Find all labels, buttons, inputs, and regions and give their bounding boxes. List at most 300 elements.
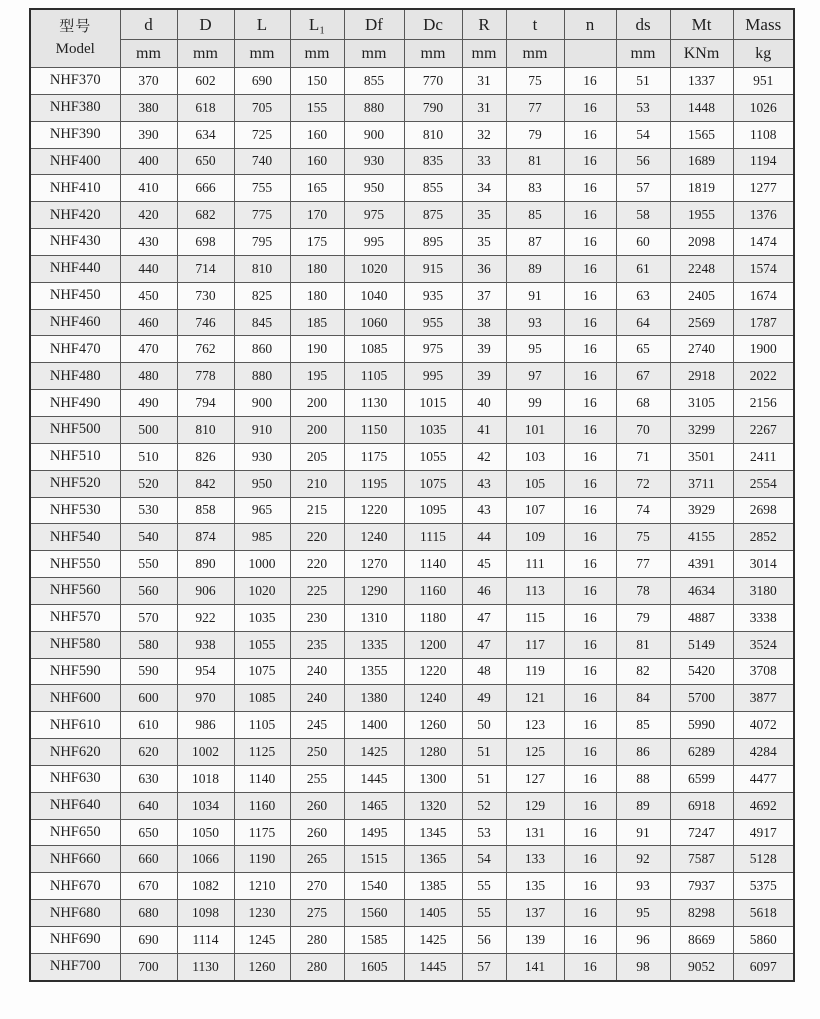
value-cell: 7587 [670,846,733,873]
value-cell: 9052 [670,953,733,980]
value-cell: 835 [404,148,462,175]
value-cell: 1055 [234,631,290,658]
model-cell: NHF620 [30,739,120,766]
model-cell: NHF590 [30,658,120,685]
value-cell: 855 [344,68,404,95]
value-cell: 129 [506,792,564,819]
value-cell: 470 [120,336,177,363]
value-cell: 1280 [404,739,462,766]
value-cell: 35 [462,229,506,256]
value-cell: 602 [177,68,234,95]
value-cell: 746 [177,309,234,336]
value-cell: 1337 [670,68,733,95]
value-cell: 938 [177,631,234,658]
value-cell: 86 [616,739,670,766]
value-cell: 260 [290,819,344,846]
value-cell: 77 [506,94,564,121]
value-cell: 6599 [670,765,733,792]
value-cell: 1020 [234,578,290,605]
value-cell: 16 [564,524,616,551]
value-cell: 4917 [733,819,794,846]
value-cell: 131 [506,819,564,846]
table-row [30,631,794,658]
value-cell: 4692 [733,792,794,819]
value-cell: 540 [120,524,177,551]
value-cell: 95 [506,336,564,363]
value-cell: 93 [506,309,564,336]
value-cell: 51 [462,739,506,766]
value-cell: 860 [234,336,290,363]
table-row [30,739,794,766]
value-cell: 1035 [404,416,462,443]
value-cell: 755 [234,175,290,202]
value-cell: 109 [506,524,564,551]
table-row [30,443,794,470]
value-cell: 610 [120,712,177,739]
value-cell: 190 [290,336,344,363]
value-cell: 826 [177,443,234,470]
value-cell: 16 [564,390,616,417]
model-cell: NHF520 [30,470,120,497]
value-cell: 220 [290,524,344,551]
value-cell: 1230 [234,900,290,927]
model-cell: NHF570 [30,604,120,631]
value-cell: 160 [290,121,344,148]
value-cell: 1210 [234,873,290,900]
value-cell: 915 [404,255,462,282]
value-cell: 5700 [670,685,733,712]
model-cell: NHF700 [30,953,120,980]
model-cell: NHF420 [30,202,120,229]
value-cell: 265 [290,846,344,873]
value-cell: 2411 [733,443,794,470]
value-cell: 16 [564,551,616,578]
table-row [30,792,794,819]
model-cell: NHF380 [30,94,120,121]
value-cell: 1220 [404,658,462,685]
value-cell: 3338 [733,604,794,631]
column-header-t: t [506,9,564,40]
value-cell: 60 [616,229,670,256]
value-cell: 930 [234,443,290,470]
model-header-chinese: 型号 [59,18,92,35]
value-cell: 1355 [344,658,404,685]
value-cell: 1130 [177,953,234,980]
spec-table [29,8,795,982]
value-cell: 762 [177,336,234,363]
value-cell: 650 [177,148,234,175]
value-cell: 1195 [344,470,404,497]
value-cell: 3180 [733,578,794,605]
value-cell: 93 [616,873,670,900]
value-cell: 33 [462,148,506,175]
column-unit-n [564,40,616,68]
value-cell: 63 [616,282,670,309]
column-unit-Mt: KNm [670,40,733,68]
value-cell: 1574 [733,255,794,282]
value-cell: 46 [462,578,506,605]
value-cell: 650 [120,819,177,846]
value-cell: 530 [120,497,177,524]
value-cell: 16 [564,497,616,524]
value-cell: 38 [462,309,506,336]
value-cell: 101 [506,416,564,443]
table-row [30,497,794,524]
value-cell: 275 [290,900,344,927]
value-cell: 16 [564,604,616,631]
value-cell: 630 [120,765,177,792]
value-cell: 1115 [404,524,462,551]
value-cell: 16 [564,175,616,202]
value-cell: 1060 [344,309,404,336]
value-cell: 170 [290,202,344,229]
value-cell: 725 [234,121,290,148]
value-cell: 32 [462,121,506,148]
value-cell: 1376 [733,202,794,229]
value-cell: 230 [290,604,344,631]
model-cell: NHF490 [30,390,120,417]
value-cell: 16 [564,202,616,229]
value-cell: 16 [564,416,616,443]
value-cell: 778 [177,363,234,390]
value-cell: 72 [616,470,670,497]
value-cell: 89 [616,792,670,819]
value-cell: 37 [462,282,506,309]
value-cell: 81 [506,148,564,175]
column-header-L1: L₁ [290,9,344,40]
value-cell: 2248 [670,255,733,282]
table-body [30,68,794,981]
model-cell: NHF600 [30,685,120,712]
model-cell: NHF530 [30,497,120,524]
value-cell: 5149 [670,631,733,658]
column-unit-ds: mm [616,40,670,68]
value-cell: 2569 [670,309,733,336]
value-cell: 580 [120,631,177,658]
value-cell: 16 [564,712,616,739]
value-cell: 560 [120,578,177,605]
table-row [30,121,794,148]
value-cell: 89 [506,255,564,282]
value-cell: 986 [177,712,234,739]
value-cell: 3501 [670,443,733,470]
value-cell: 1445 [344,765,404,792]
column-unit-D: mm [177,40,234,68]
value-cell: 3711 [670,470,733,497]
value-cell: 1066 [177,846,234,873]
value-cell: 1240 [404,685,462,712]
value-cell: 16 [564,658,616,685]
value-cell: 1050 [177,819,234,846]
value-cell: 55 [462,900,506,927]
value-cell: 45 [462,551,506,578]
value-cell: 740 [234,148,290,175]
table-header [30,9,794,68]
value-cell: 1140 [234,765,290,792]
table-row [30,94,794,121]
value-cell: 618 [177,94,234,121]
value-cell: 5618 [733,900,794,927]
table-row [30,712,794,739]
value-cell: 4155 [670,524,733,551]
value-cell: 1085 [344,336,404,363]
value-cell: 955 [404,309,462,336]
value-cell: 880 [234,363,290,390]
value-cell: 906 [177,578,234,605]
value-cell: 70 [616,416,670,443]
value-cell: 16 [564,819,616,846]
value-cell: 83 [506,175,564,202]
value-cell: 895 [404,229,462,256]
value-cell: 47 [462,631,506,658]
value-cell: 770 [404,68,462,95]
value-cell: 57 [616,175,670,202]
model-cell: NHF400 [30,148,120,175]
value-cell: 370 [120,68,177,95]
model-cell: NHF370 [30,68,120,95]
table-row [30,416,794,443]
value-cell: 40 [462,390,506,417]
value-cell: 520 [120,470,177,497]
value-cell: 1190 [234,846,290,873]
value-cell: 5420 [670,658,733,685]
value-cell: 810 [404,121,462,148]
column-header-R: R [462,9,506,40]
value-cell: 950 [234,470,290,497]
value-cell: 103 [506,443,564,470]
value-cell: 690 [120,927,177,954]
model-cell: NHF640 [30,792,120,819]
value-cell: 590 [120,658,177,685]
value-cell: 16 [564,792,616,819]
table-row [30,551,794,578]
table-row [30,175,794,202]
value-cell: 1540 [344,873,404,900]
column-unit-d: mm [120,40,177,68]
value-cell: 61 [616,255,670,282]
value-cell: 1310 [344,604,404,631]
value-cell: 155 [290,94,344,121]
value-cell: 1425 [344,739,404,766]
value-cell: 58 [616,202,670,229]
table-row [30,336,794,363]
value-cell: 842 [177,470,234,497]
value-cell: 874 [177,524,234,551]
column-header-Df: Df [344,9,404,40]
value-cell: 1000 [234,551,290,578]
value-cell: 175 [290,229,344,256]
value-cell: 1098 [177,900,234,927]
value-cell: 4072 [733,712,794,739]
value-cell: 1130 [344,390,404,417]
value-cell: 1425 [404,927,462,954]
value-cell: 1150 [344,416,404,443]
value-cell: 954 [177,658,234,685]
table-row [30,658,794,685]
value-cell: 225 [290,578,344,605]
value-cell: 1515 [344,846,404,873]
value-cell: 3708 [733,658,794,685]
value-cell: 16 [564,336,616,363]
model-column-header [30,9,120,68]
value-cell: 107 [506,497,564,524]
value-cell: 87 [506,229,564,256]
value-cell: 53 [616,94,670,121]
value-cell: 855 [404,175,462,202]
value-cell: 5990 [670,712,733,739]
model-cell: NHF630 [30,765,120,792]
value-cell: 1085 [234,685,290,712]
value-cell: 139 [506,927,564,954]
value-cell: 35 [462,202,506,229]
value-cell: 2022 [733,363,794,390]
value-cell: 85 [506,202,564,229]
value-cell: 220 [290,551,344,578]
value-cell: 111 [506,551,564,578]
value-cell: 1020 [344,255,404,282]
value-cell: 85 [616,712,670,739]
value-cell: 91 [616,819,670,846]
value-cell: 810 [234,255,290,282]
value-cell: 200 [290,416,344,443]
value-cell: 255 [290,765,344,792]
table-row [30,953,794,980]
value-cell: 1787 [733,309,794,336]
value-cell: 965 [234,497,290,524]
value-cell: 195 [290,363,344,390]
value-cell: 51 [616,68,670,95]
value-cell: 67 [616,363,670,390]
value-cell: 1320 [404,792,462,819]
column-header-D: D [177,9,234,40]
value-cell: 260 [290,792,344,819]
value-cell: 510 [120,443,177,470]
model-cell: NHF480 [30,363,120,390]
value-cell: 1345 [404,819,462,846]
value-cell: 1245 [234,927,290,954]
value-cell: 1095 [404,497,462,524]
value-cell: 125 [506,739,564,766]
value-cell: 1270 [344,551,404,578]
value-cell: 600 [120,685,177,712]
value-cell: 1465 [344,792,404,819]
value-cell: 113 [506,578,564,605]
model-cell: NHF500 [30,416,120,443]
value-cell: 7937 [670,873,733,900]
value-cell: 250 [290,739,344,766]
table-row [30,229,794,256]
value-cell: 1194 [733,148,794,175]
value-cell: 985 [234,524,290,551]
value-cell: 1180 [404,604,462,631]
value-cell: 1040 [344,282,404,309]
value-cell: 460 [120,309,177,336]
value-cell: 1240 [344,524,404,551]
value-cell: 16 [564,229,616,256]
value-cell: 52 [462,792,506,819]
value-cell: 1082 [177,873,234,900]
value-cell: 16 [564,765,616,792]
value-cell: 795 [234,229,290,256]
table-row [30,309,794,336]
value-cell: 79 [506,121,564,148]
model-cell: NHF580 [30,631,120,658]
value-cell: 121 [506,685,564,712]
value-cell: 714 [177,255,234,282]
value-cell: 1277 [733,175,794,202]
value-cell: 1819 [670,175,733,202]
value-cell: 690 [234,68,290,95]
header-row-units [30,40,794,68]
value-cell: 270 [290,873,344,900]
value-cell: 480 [120,363,177,390]
model-cell: NHF390 [30,121,120,148]
value-cell: 935 [404,282,462,309]
value-cell: 1260 [234,953,290,980]
value-cell: 450 [120,282,177,309]
value-cell: 43 [462,470,506,497]
value-cell: 995 [344,229,404,256]
value-cell: 1175 [234,819,290,846]
value-cell: 1026 [733,94,794,121]
value-cell: 34 [462,175,506,202]
value-cell: 41 [462,416,506,443]
table-row [30,524,794,551]
value-cell: 16 [564,470,616,497]
value-cell: 51 [462,765,506,792]
value-cell: 430 [120,229,177,256]
value-cell: 16 [564,309,616,336]
value-cell: 16 [564,578,616,605]
value-cell: 16 [564,739,616,766]
model-cell: NHF680 [30,900,120,927]
table-row [30,390,794,417]
value-cell: 490 [120,390,177,417]
value-cell: 97 [506,363,564,390]
value-cell: 133 [506,846,564,873]
value-cell: 1175 [344,443,404,470]
value-cell: 620 [120,739,177,766]
value-cell: 3014 [733,551,794,578]
model-cell: NHF560 [30,578,120,605]
value-cell: 78 [616,578,670,605]
value-cell: 245 [290,712,344,739]
value-cell: 975 [344,202,404,229]
model-cell: NHF440 [30,255,120,282]
value-cell: 680 [120,900,177,927]
value-cell: 1015 [404,390,462,417]
value-cell: 1114 [177,927,234,954]
value-cell: 1018 [177,765,234,792]
value-cell: 922 [177,604,234,631]
table-row [30,255,794,282]
value-cell: 930 [344,148,404,175]
table-row [30,873,794,900]
column-unit-R: mm [462,40,506,68]
value-cell: 50 [462,712,506,739]
value-cell: 42 [462,443,506,470]
value-cell: 640 [120,792,177,819]
value-cell: 205 [290,443,344,470]
model-cell: NHF660 [30,846,120,873]
value-cell: 5860 [733,927,794,954]
value-cell: 135 [506,873,564,900]
value-cell: 670 [120,873,177,900]
value-cell: 1955 [670,202,733,229]
value-cell: 1105 [344,363,404,390]
value-cell: 68 [616,390,670,417]
value-cell: 160 [290,148,344,175]
